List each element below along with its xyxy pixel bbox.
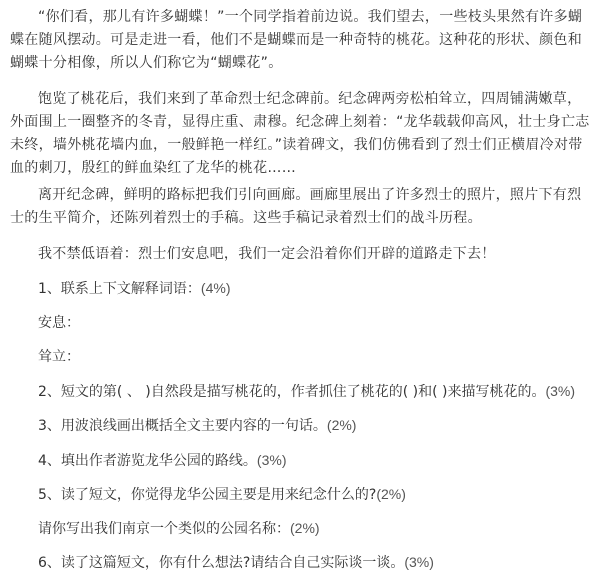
article-paragraph-1: “你们看，那儿有许多蝴蝶！”一个同学指着前边说。我们望去，一些枝头果然有许多蝴蝶在随风摆动。可是走进一看，他们不是蝴蝶而是一种奇特的桃花。这种花的形状、颜色和蝴蝶十分相像，所以人们称它为“蝴蝶花”。 [10, 9, 583, 71]
article-paragraph-3: 离开纪念碑，鲜明的路标把我们引向画廊。画廊里展出了许多烈士的照片，照片下有烈士的生平简介，还陈列着烈士的手稿。这些手稿记录着烈士们的战斗历程。 [10, 187, 582, 226]
question-1-text: 1、联系上下文解释词语： [38, 281, 201, 297]
question-4 [38, 450, 593, 471]
question-5-followup-score: (2%) [290, 520, 320, 536]
question-5 [38, 484, 593, 505]
question-4-text: 4、填出作者游览龙华公园的路线。 [38, 453, 257, 469]
question-2-text: 2、短文的第( 、 )自然段是描写桃花的，作者抓住了桃花的( )和( )来描写桃花的。 [38, 384, 546, 400]
question-6-text: 6、读了这篇短文，你有什么想法?请结合自己实际谈一谈。 [38, 555, 405, 571]
question-4-score: (3%) [256, 452, 287, 468]
question-2-score: (3%) [545, 383, 576, 399]
question-1-score: (4%) [200, 280, 231, 296]
article-paragraph-2: 饱览了桃花后，我们来到了革命烈士纪念碑前。纪念碑两旁松柏耸立，四周铺满嫩草，外面围上一圈整齐的冬青，显得庄重、肃穆。纪念碑上刻着：“龙华载载仰高风，壮士身亡志未终，墙外桃花墙内血，一般鲜艳一样红。”读着碑文，我们仿佛看到了烈士们正横眉冷对带血的刺刀，殷红的鲜血染红了龙华的桃花…… [10, 91, 590, 176]
question-1 [38, 278, 593, 299]
article-paragraph-4: 我不禁低语着：烈士们安息吧，我们一定会沿着你们开辟的道路走下去！ [38, 246, 496, 262]
question-3-text: 3、用波浪线画出概括全文主要内容的一句话。 [38, 418, 327, 434]
question-5-text: 5、读了短文，你觉得龙华公园主要是用来纪念什么的? [38, 487, 377, 503]
question-6-score: (3%) [404, 554, 434, 570]
term-anxi [38, 313, 593, 333]
question-5-followup [38, 518, 593, 539]
term-songli-label: 耸立： [38, 349, 80, 365]
question-6 [38, 552, 593, 573]
term-songli [38, 347, 593, 367]
question-3-score: (2%) [326, 417, 357, 433]
term-anxi-label: 安息： [38, 315, 80, 331]
question-5-score: (2%) [376, 486, 406, 502]
question-5-followup-text: 请你写出我们南京一个类似的公园名称： [38, 521, 290, 537]
question-3 [38, 415, 593, 436]
question-2 [38, 381, 593, 402]
